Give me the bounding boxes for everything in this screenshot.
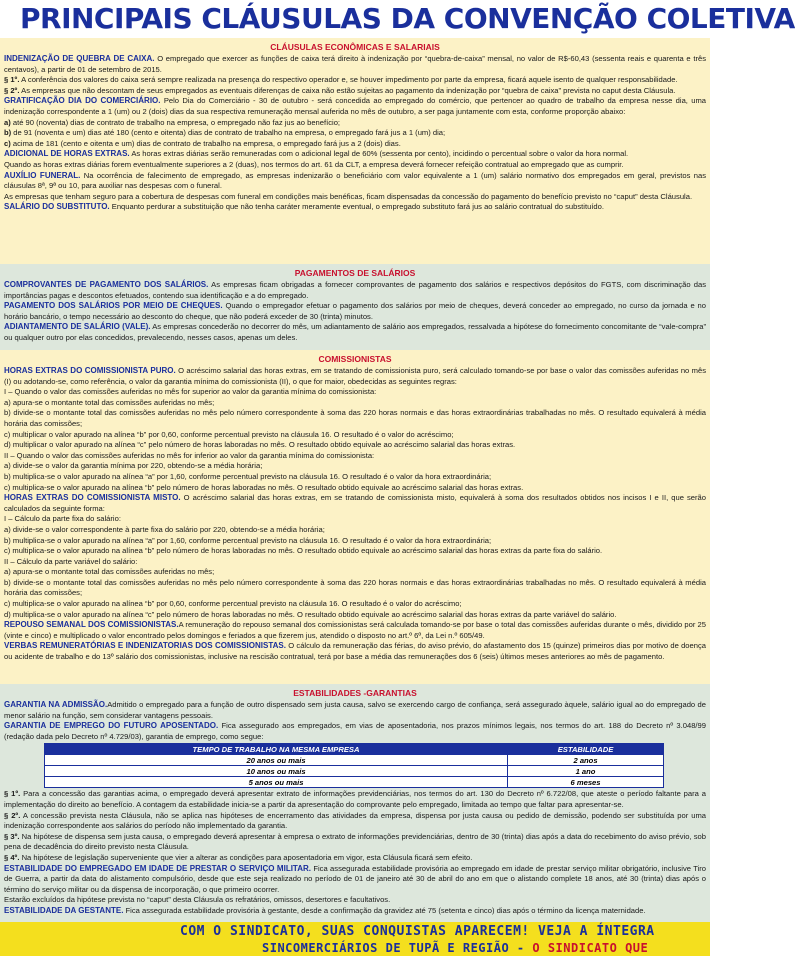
clause-text: Na hipótese de dispensa sem justa causa, o empregado deverá apresentar à empresa o extrato de informações previdenciárias, dentro de 30 (trinta) dias após a data do recebimento do aviso prévio, sob pena de decadência do direito previsto nesta Cláusula. [4,831,706,852]
list-item: I – Cálculo da parte fixa do salário: [4,514,121,524]
clause-heading: VERBAS REMUNERATÓRIAS E INDENIZATORIAS DOS COMISSIONISTAS. [4,641,286,651]
banner-line-2 [262,941,648,955]
clause-text: Fica assegurada estabilidade provisória à gestante, desde a confirmação da gravidez até 75 (setenta e cinco) dias após o término da licença maternidade. [123,905,646,915]
clause-heading: GARANTIA NA ADMISSÃO. [4,700,108,709]
clause-text: O empregado que exercer as funções de caixa terá direito à indenização por “quebra-de-caixa” mensal, no valor de R$-60,43 (sessenta reais e quarenta e três centavos), a partir de 01 de setembro de 2015. [4,54,707,74]
list-item [4,139,706,150]
clause-text: Enquanto perdurar a substituição que não tenha caráter meramente eventual, o empregado substituto fará jus ao salário contratual do substituído. [109,202,604,212]
clause-text: de 91 (noventa e um) dias até 180 (cento e oitenta) dias de contrato de trabalho na empresa, o empregado fará jus a 1 (um) dia; [11,128,446,138]
table-header: ESTABILIDADE [508,744,664,755]
clause-heading: PAGAMENTO DOS SALÁRIOS POR MEIO DE CHEQUES. [4,301,223,311]
clause-heading: ESTABILIDADE DA GESTANTE. [4,905,124,915]
list-item: b) divide-se o montante total das comissões auferidas no mês pelo número correspondente à soma das 220 horas normais e das horas extraordinárias trabalhadas no mês. O resultado equivalerá à média horária das comissões; [4,577,706,598]
table-header-row [45,744,664,755]
list-item: b) divide-se o montante total das comissões auferidas no mês pelo número correspondente à soma das 220 horas normais e das horas extraordinárias trabalhadas no mês. O resultado equivalerá à média horária das comissões; [4,408,706,428]
clause-heading: GARANTIA DE EMPREGO DO FUTURO APOSENTADO. [4,721,219,731]
clause-text: Para a concessão das garantias acima, o empregado deverá apresentar extrato de informações previdenciárias, nos termos do art. 130 do Decreto nº 6.722/08, que ateste o período faltante para a implementação do direito ao benefício. A contagem da estabilidade inicia-se a partir da apresentação do comprovante pelo empregado, limitada ao tempo que faltar para apresentar-se. [4,789,706,809]
clause-text: até 90 (noventa) dias de contrato de trabalho na empresa, o empregado não faz jus ao benefício; [10,117,341,127]
list-item: c) multiplica-se o valor apurado na alínea “b” pelo número de horas laboradas no mês. O resultado obtido equivale ao acréscimo salarial das horas extras da parte fixa do salário. [4,546,603,556]
clause-comissionista-misto [4,493,706,514]
table-cell: 1 ano [508,766,664,777]
table-row [45,777,664,788]
clause-heading: AUXÍLIO FUNERAL. [4,170,81,180]
paragraph-number: § 2º. [4,810,21,820]
clause-gestante [4,906,706,917]
list-item: a) divide-se o valor correspondente à parte fixa do salário por 220, obtendo-se a média horária; [4,524,325,534]
clause-text: As empresas que tenham seguro para a cobertura de despesas com funeral em condições mais benéficas, ficam dispensadas da concessão do pagamento do benefício previsto no “caput” desta Cláusula. [4,191,693,201]
clause-cheques [4,301,706,322]
paragraph-number: § 3º. [4,831,20,841]
clause-text: Na ocorrência de falecimento de empregado, as empresas indenizarão o beneficiário com valor equivalente a 1 (um) salário normativo dos empregados em geral, previstos nas cláusulas 8ª, 9ª ou 10, para auxiliar nas despesas com o funeral. [4,170,707,191]
list-item: I – Quando o valor das comissões auferidas no mês for superior ao valor da garantia mínima do comissionista: [4,387,377,397]
clause-text: Pelo Dia do Comerciário - 30 de outubro - será concedida ao empregado do comércio, que pertencer ao quadro de trabalho da empresa nesse dia, uma indenização correspondente a 1 (um) ou 2 (dois) dias da sua respectiva remuneração mensal auferida no mês de outubro, a ser paga juntamente com esta, conforme proporção abaixo: [4,96,706,116]
table-cell: 2 anos [508,755,664,766]
table-cell: 6 meses [508,777,664,788]
clause-salario-substituto [4,202,706,213]
paragraph-number: § 2º. [4,85,20,95]
list-item: c) multiplica-se o valor apurado na alínea “b” por 0,60, conforme percentual previsto na cláusula 16. O resultado é o valor do acréscimo; [4,599,462,609]
clause-text: A conferência dos valores do caixa será sempre realizada na presença do respectivo operador e, se houver impedimento por parte da empresa, ficará aquele isento de qualquer responsabilidade. [19,75,678,85]
list-item: a) apura-se o montante total das comissões auferidas no mês; [4,397,215,407]
clause-heading: INDENIZAÇÃO DE QUEBRA DE CAIXA. [4,54,155,63]
section-stability [0,684,710,922]
clause-futuro-aposentado [4,721,706,742]
clause-repouso-semanal [4,620,706,641]
section-salary-payments [0,264,710,350]
list-item: a) apura-se o montante total das comissões auferidas no mês; [4,567,215,577]
clause-text: Admitido o empregado para a função de outro dispensado sem justa causa, salvo se exercendo cargo de confiança, será assegurado àquele, salário igual ao do empregado de menor salário na função, sem considerar vantagens pessoais. [4,700,706,720]
item-letter: a) [4,117,11,127]
clause-servico-militar [4,864,706,896]
item-letter: b) [4,128,12,138]
banner-line-2-text: SINCOMERCIÁRIOS DE TUPÃ E REGIÃO - [262,941,533,955]
clause-text: As empresas ficam obrigadas a fornecer comprovantes de pagamento dos salários e respectivos depósitos do FGTS, com discriminação das importâncias pagas e descontos efetuados, contendo sua identificação e a do empregado. [4,280,707,300]
section-title: ESTABILIDADES -GARANTIAS [293,688,417,698]
clause-text: O acréscimo salarial das horas extras, em se tratando de comissionista puro, será calculado tomando-se por base o valor das comissões auferidas no mês (I) ou adotando-se, como referência, o valor da garantia mínima do comissionista (II), o que for maior, obedecidas as seguintes regras: [4,366,706,386]
list-item: a) divide-se o valor da garantia mínima por 220, obtendo-se a média horária; [4,461,263,471]
clause-heading: HORAS EXTRAS DO COMISSIONISTA MISTO. [4,493,181,503]
table-cell: 5 anos ou mais [45,777,508,788]
clause-text: O acréscimo salarial das horas extras, em se tratando de comissionista misto, equivalerá à soma dos resultados obtidos nos incisos I e II, que serão calculados da seguinte forma: [4,493,706,513]
clause-text: A concessão prevista nesta Cláusula, não se aplica nas hipóteses de encerramento das atividades da empresa, dispensa por justa causa ou pedido de demissão, podendo ser substituída por uma indenização correspondente aos salários do período não implementado da garantia. [4,810,706,831]
clause-verbas [4,641,706,662]
list-item [4,128,706,139]
clause-text: Fica assegurada estabilidade provisória ao empregado em idade de prestar serviço militar obrigatório, inclusive Tiro de Guerra, a partir da data do alistamento compulsório, desde que este seja realizado no período de 01 de janeiro até 30 de abril do ano em que o alistando complete 18 anos, até 30 (trinta) dias após o término do serviço militar ou da dispensa de incorporação, o que primeiro ocorrer. [4,863,706,894]
banner-line-1: COM O SINDICATO, SUAS CONQUISTAS APARECEM! VEJA A ÍNTEGRA [180,924,655,939]
list-item: d) multiplicar o valor apurado na alínea “c” pelo número de horas laboradas no mês. O resultado obtido equivale ao acréscimo salarial das horas extras. [4,440,516,450]
clause-heading: REPOUSO SEMANAL DOS COMISSIONISTAS. [4,620,179,630]
section-title: PAGAMENTOS DE SALÁRIOS [294,268,416,278]
footer-banner [0,922,710,956]
section-title: CLÁUSULAS ECONÔMICAS E SALARIAIS [270,42,440,52]
page-title: PRINCIPAIS CLÁUSULAS DA CONVENÇÃO COLETIVA [0,0,710,38]
clause-text: As empresas que não descontam de seus empregados as eventuais diferenças de caixa não estão sujeitas ao pagamento da indenização por “quebra de caixa” prevista no caput desta Cláusula. [19,85,676,95]
clause-heading: GRATIFICAÇÃO DIA DO COMERCIÁRIO. [4,96,161,106]
list-item [4,118,706,129]
clause-text: As horas extras diárias serão remuneradas com o adicional legal de 60% (sessenta por cento), incidindo o percentual sobre o valor da hora normal. [129,149,629,159]
paragraph-number: § 1º. [4,75,20,85]
paragraph [4,789,706,810]
clause-text: Na hipótese de legislação superveniente que vier a alterar as condições para aposentadoria em vigor, esta Cláusula ficará sem efeito. [19,852,473,862]
clause-text: A remuneração do repouso semanal dos comissionistas será calculada tomando-se por base o total das comissões auferidas durante o mês, dividido por 25 (vinte e cinco) e multiplicado o valor encontrado pelos domingos e feriados a que fizerem jus, atendido o disposto no art.º 6º, da Lei n.º 605/49. [4,620,706,640]
paragraph [4,75,706,86]
clause-horas-extras [4,149,706,160]
clause-text: Estarão excluídos da hipótese prevista no “caput” desta Cláusula os refratários, omissos, desertores e facultativos. [4,895,391,905]
list-item: II – Cálculo da parte variável do salário: [4,556,138,566]
clause-heading: HORAS EXTRAS DO COMISSIONISTA PURO. [4,366,176,375]
clause-text: O cálculo da remuneração das férias, do aviso prévio, do afastamento dos 15 (quinze) primeiros dias por motivo de doença ou acidente de trabalho e do 13º salário dos comissionistas, inclusive na rescisão contratual, terá por base a média das remunerações dos 6 (seis) últimos meses anteriores ao mês de pagamento. [4,641,706,662]
clause-text: acima de 181 (cento e oitenta e um) dias de contrato de trabalho na empresa, o empregado fará jus a 2 (dois) dias. [10,138,401,148]
clause-heading: ADICIONAL DE HORAS EXTRAS. [4,149,130,159]
clause-heading: SALÁRIO DO SUBSTITUTO. [4,202,110,212]
table-cell: 10 anos ou mais [45,766,508,777]
clause-text: Quando as horas extras diárias forem eventualmente superiores a 2 (duas), nos termos do art. 61 da CLT, a empresa deverá fornecer refeição contratual ao empregado que as cumprir. [4,159,624,169]
paragraph [4,832,706,853]
clause-dia-comerciario [4,96,706,117]
list-item: b) multiplica-se o valor apurado na alínea “a” por 1,60, conforme percentual previsto na cláusula 16. O resultado é o valor da hora extraordinária; [4,535,492,545]
list-item: c) multiplicar o valor apurado na alínea “b” por 0,60, conforme percentual previsto na cláusula 16. O resultado é o valor do acréscimo; [4,429,454,439]
paragraph [4,811,706,832]
paragraph [4,86,706,97]
section-title: COMISSIONISTAS [318,354,392,364]
list-item: b) multiplica-se o valor apurado na alínea “a” por 1,60, conforme percentual previsto na cláusula 16. O resultado é o valor da hora extraordinária; [4,471,492,481]
stability-table [44,743,664,788]
table-row [45,755,664,766]
section-commissioners [0,350,710,684]
table-cell: 20 anos ou mais [45,755,508,766]
table-row [45,766,664,777]
table-header: TEMPO DE TRABALHO NA MESMA EMPRESA [45,744,508,755]
clause-text: Quando o empregador efetuar o pagamento dos salários por meio de cheques, deverá conceder ao empregado, no curso da jornada e no horário bancário, o tempo necessário ao desconto do cheque, que não poderá exceder de 30 (trinta) minutos. [4,301,706,321]
list-item: c) multiplica-se o valor apurado na alínea “b” pelo número de horas laboradas no mês. O resultado obtido equivale ao acréscimo salarial das horas extras. [4,482,524,492]
paragraph [4,853,706,864]
clause-heading: ESTABILIDADE DO EMPREGADO EM IDADE DE PRESTAR O SERVIÇO MILITAR. [4,863,311,873]
clause-auxilio-funeral [4,171,706,192]
paragraph-number: § 1º. [4,789,21,799]
clause-quebra-caixa [4,54,706,75]
clause-text: As empresas concederão no decorrer do mês, um adiantamento de salário aos empregados, ressalvada a hipótese do fornecimento concomitante de “vale-compra” ou qualquer outro por elas concedidos, prevalecendo, nesses casos, apenas um deles. [4,322,706,342]
clause-text: Fica assegurado aos empregados, em vias de aposentadoria, nos prazos mínimos legais, nos termos do art. 188 do Decreto nº 3.048/99 (redação dada pelo Decreto nº 4.729/03), garantia de emprego, como segue: [4,721,706,741]
list-item: II – Quando o valor das comissões auferidas no mês for inferior ao valor da garantia mínima do comissionista: [4,450,375,460]
clause-adiantamento [4,322,706,343]
clause-heading: ADIANTAMENTO DE SALÁRIO (VALE). [4,322,151,332]
item-letter: c) [4,138,11,148]
clause-garantia-admissao [4,700,706,721]
clause-comissionista-puro [4,366,706,387]
list-item: d) multiplica-se o valor apurado na alínea “c” pelo número de horas laboradas no mês. O resultado obtido equivale ao acréscimo salarial das horas extras da parte variável do salário. [4,609,617,619]
clause-comprovantes [4,280,706,301]
banner-line-2-highlight: O SINDICATO QUE [532,941,649,955]
section-economic-clauses [0,38,710,264]
clause-heading: COMPROVANTES DE PAGAMENTO DOS SALÁRIOS. [4,280,209,289]
paragraph-number: § 4º. [4,852,20,862]
